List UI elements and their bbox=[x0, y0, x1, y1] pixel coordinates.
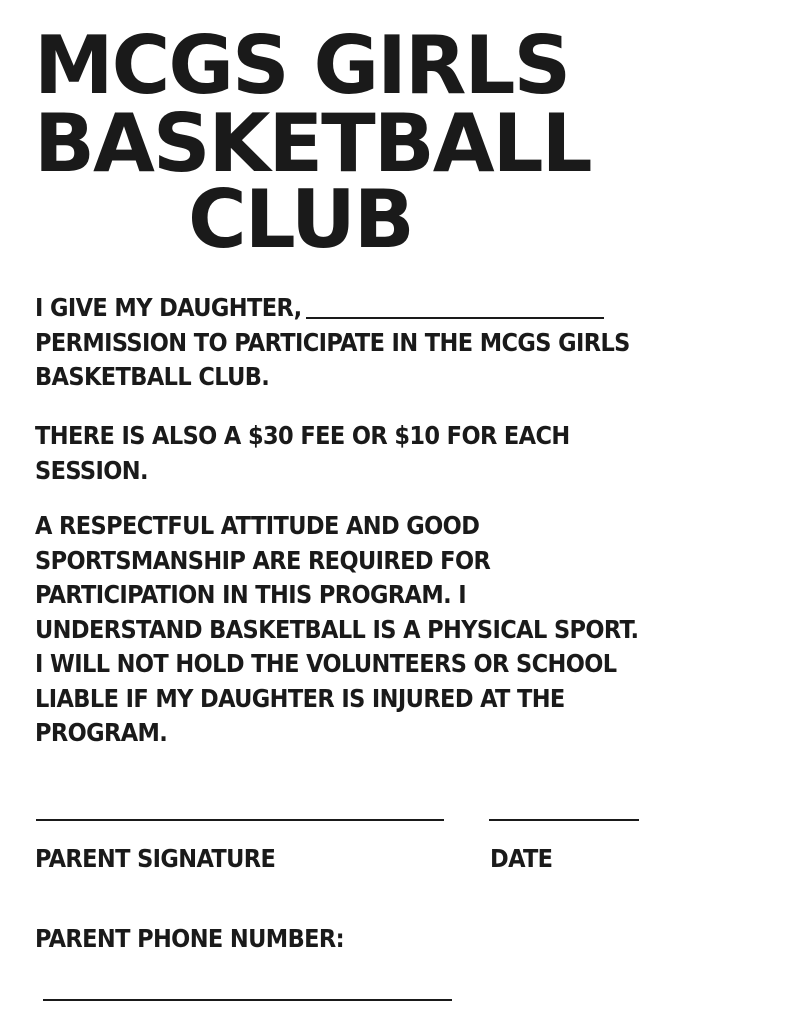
parent-phone-label: PARENT PHONE NUMBER: bbox=[35, 924, 345, 953]
fee-line-1: THERE IS ALSO A $30 FEE OR $10 FOR EACH bbox=[35, 421, 570, 450]
fee-line-2: SESSION. bbox=[35, 455, 148, 485]
waiver-line: PROGRAM. bbox=[35, 718, 168, 747]
club-title-line-3: CLUB bbox=[188, 173, 413, 266]
waiver-line: SPORTSMANSHIP ARE REQUIRED FOR bbox=[35, 545, 491, 575]
waiver-paragraph bbox=[35, 509, 765, 751]
permission-paragraph bbox=[35, 291, 765, 395]
permission-line-2: PERMISSION TO PARTICIPATE IN THE MCGS GIRLS bbox=[35, 327, 630, 357]
waiver-line: I WILL NOT HOLD THE VOLUNTEERS OR SCHOOL bbox=[35, 649, 617, 678]
waiver-line: LIABLE IF MY DAUGHTER IS INJURED AT THE bbox=[35, 683, 565, 713]
parent-signature-line[interactable] bbox=[36, 819, 444, 821]
daughter-name-blank[interactable] bbox=[306, 291, 604, 319]
club-title-line-1: MCGS GIRLS bbox=[34, 19, 570, 112]
date-line[interactable] bbox=[489, 819, 639, 821]
permission-line-1 bbox=[35, 291, 765, 326]
fee-paragraph bbox=[35, 419, 765, 488]
club-title-line-2: BASKETBALL bbox=[34, 97, 591, 190]
permission-line-1-text: I GIVE MY DAUGHTER, bbox=[35, 293, 302, 322]
parent-signature-label: PARENT SIGNATURE bbox=[35, 844, 276, 873]
waiver-line: PARTICIPATION IN THIS PROGRAM. I bbox=[35, 580, 467, 609]
parent-phone-line[interactable] bbox=[43, 999, 452, 1001]
waiver-line: UNDERSTAND BASKETBALL IS A PHYSICAL SPORT. bbox=[35, 614, 639, 644]
date-label: DATE bbox=[490, 844, 553, 873]
permission-line-3: BASKETBALL CLUB. bbox=[35, 362, 270, 391]
waiver-line: A RESPECTFUL ATTITUDE AND GOOD bbox=[35, 511, 480, 540]
